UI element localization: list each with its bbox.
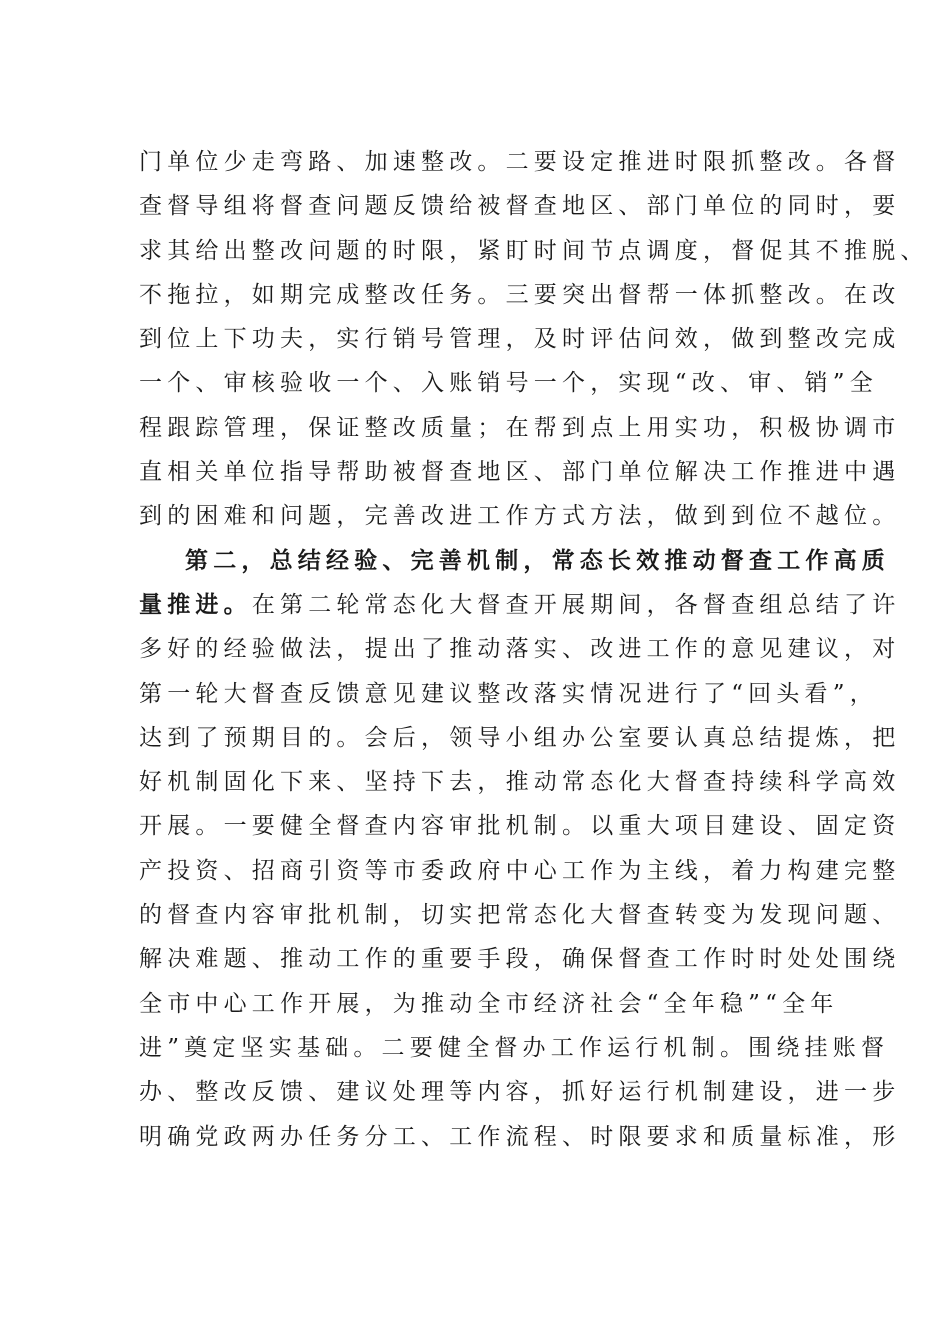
text-line: 进”奠定坚实基础。二要健全督办工作运行机制。围绕挂账督 — [139, 1034, 890, 1061]
text-line: 开展。一要健全督查内容审批机制。以重大项目建设、固定资 — [139, 813, 901, 840]
text-line: 办、整改反馈、建议处理等内容，抓好运行机制建设，进一步 — [139, 1079, 901, 1106]
text-line: 到的困难和问题，完善改进工作方式方法，做到到位不越位。 — [139, 503, 901, 530]
text-line: 明确党政两办任务分工、工作流程、时限要求和质量标准，形 — [139, 1123, 901, 1150]
text-line: 的督查内容审批机制，切实把常态化大督查转变为发现问题、 — [139, 902, 901, 929]
text-line: 求其给出整改问题的时限，紧盯时间节点调度，督促其不推脱、 — [139, 237, 929, 264]
text-line: 门单位少走弯路、加速整改。二要设定推进时限抓整改。各督 — [139, 149, 901, 175]
text-line: 不拖拉，如期完成整改任务。三要突出督帮一体抓整改。在改 — [139, 281, 901, 308]
body-text — [139, 140, 929, 1159]
text-line: 查督导组将督查问题反馈给被督查地区、部门单位的同时，要 — [139, 193, 901, 220]
text-line: 到位上下功夫，实行销号管理，及时评估问效，做到整改完成 — [139, 326, 901, 353]
text-line: 达到了预期目的。会后，领导小组办公室要认真总结提炼，把 — [139, 724, 901, 751]
text-line: 全市中心工作开展，为推动全市经济社会“全年稳”“全年 — [139, 990, 839, 1017]
paragraph-2 — [139, 539, 901, 1159]
text-line: 直相关单位指导帮助被督查地区、部门单位解决工作推进中遇 — [139, 459, 901, 486]
text-line: 程跟踪管理，保证整改质量；在帮到点上用实功，积极协调市 — [139, 414, 901, 441]
section-heading: 第二，总结经验、完善机制，常态长效推动督查工作高质 — [185, 546, 890, 574]
text-line: 一个、审核验收一个、入账销号一个，实现“改、审、销”全 — [139, 370, 878, 397]
paragraph-1 — [139, 140, 929, 539]
text-line: 多好的经验做法，提出了推动落实、改进工作的意见建议，对 — [139, 636, 901, 663]
text-line: 产投资、招商引资等市委政府中心工作为主线，着力构建完整 — [139, 857, 901, 884]
section-heading-end: 量推进。 — [139, 590, 252, 618]
text-line: 解决难题、推动工作的重要手段，确保督查工作时时处处围绕 — [139, 946, 901, 973]
text-line: 第一轮大督查反馈意见建议整改落实情况进行了“回头看”， — [139, 680, 878, 707]
text-line: 好机制固化下来、坚持下去，推动常态化大督查持续科学高效 — [139, 769, 901, 796]
text-line — [139, 583, 901, 627]
text-span: 在第二轮常态化大督查开展期间，各督查组总结了许 — [251, 591, 901, 618]
